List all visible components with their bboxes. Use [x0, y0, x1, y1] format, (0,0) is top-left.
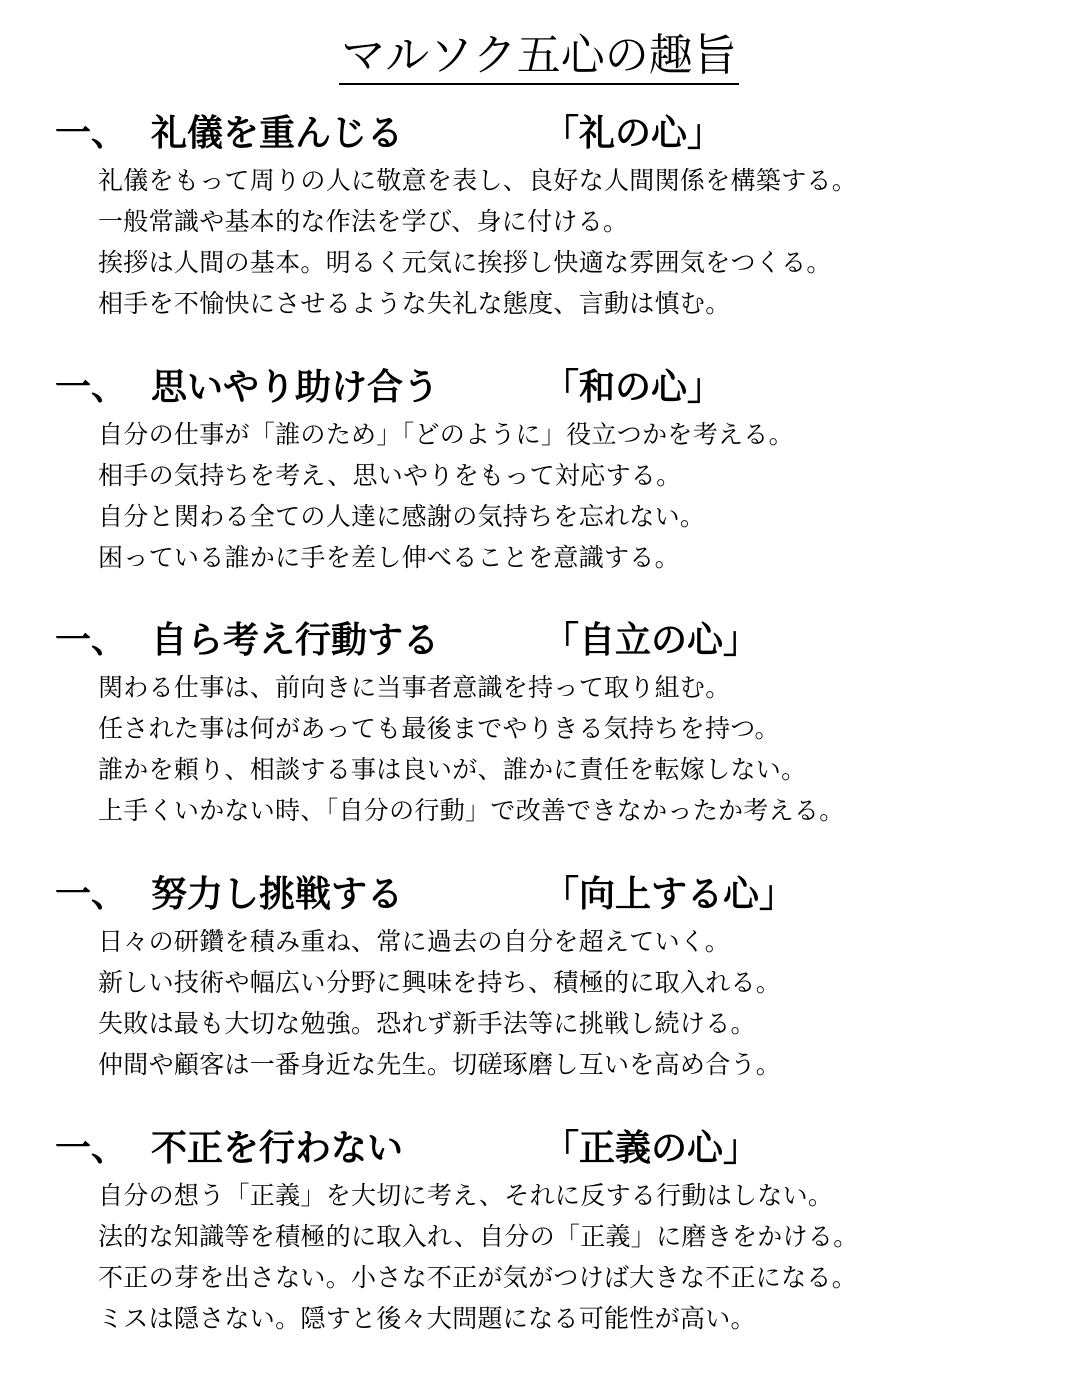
heading-text: 思いやり助け合う	[151, 367, 440, 408]
text-line: 失敗は最も大切な勉強。恐れず新手法等に挑戦し続ける。	[98, 1009, 756, 1038]
text-line: 挨拶は人間の基本。明るく元気に挨拶し快適な雰囲気をつくる。	[98, 248, 832, 277]
text-line: 相手を不愉快にさせるような失礼な態度、言動は慎む。	[98, 289, 731, 318]
heading-kokoro: 「正義の心」	[543, 1128, 760, 1169]
text-line: 自分と関わる全ての人達に感謝の気持ちを忘れない。	[98, 502, 706, 531]
text-line: 相手の気持ちを考え、思いやりをもって対応する。	[98, 461, 682, 490]
section-lines	[98, 667, 845, 831]
text-line: ミスは隠さない。隠すと後々大問題になる可能性が高い。	[98, 1304, 756, 1333]
heading-mark: 一、	[55, 1128, 128, 1169]
text-line: 新しい技術や幅広い分野に興味を持ち、積極的に取入れる。	[98, 968, 782, 997]
heading-mark: 一、	[55, 620, 128, 661]
section-lines	[98, 414, 794, 578]
heading-kokoro: 「自立の心」	[543, 620, 760, 661]
text-line: 仲間や顧客は一番身近な先生。切磋琢磨し互いを高め合う。	[98, 1050, 782, 1079]
text-line: 一般常識や基本的な作法を学び、身に付ける。	[98, 207, 629, 236]
heading-text: 礼儀を重んじる	[151, 113, 404, 154]
page-title	[0, 26, 1070, 86]
heading-text: 自ら考え行動する	[151, 620, 440, 661]
text-line: 任された事は何があっても最後までやりきる気持ちを持つ。	[98, 714, 780, 743]
heading-mark: 一、	[55, 113, 128, 154]
heading-text: 不正を行わない	[151, 1128, 404, 1169]
heading-mark: 一、	[55, 874, 128, 915]
text-line: 自分の想う「正義」を大切に考え、それに反する行動はしない。	[98, 1181, 834, 1210]
text-line: 法的な知識等を積極的に取入れ、自分の「正義」に磨きをかける。	[98, 1222, 859, 1251]
section-lines	[98, 921, 781, 1085]
page-title-text: マルソク五心の趣旨	[339, 29, 739, 85]
heading-kokoro: 「礼の心」	[543, 113, 724, 154]
heading-kokoro: 「向上する心」	[543, 874, 796, 915]
text-line: 困っている誰かに手を差し伸べることを意識する。	[98, 543, 680, 572]
text-line: 日々の研鑽を積み重ね、常に過去の自分を超えていく。	[98, 927, 731, 956]
text-line: 誰かを頼り、相談する事は良いが、誰かに責任を転嫁しない。	[98, 755, 807, 784]
section-lines	[98, 160, 857, 324]
text-line: 上手くいかない時、「自分の行動」で改善できなかったか考える。	[98, 796, 845, 825]
text-line: 自分の仕事が「誰のため」「どのように」役立つかを考える。	[98, 420, 794, 449]
section-lines	[98, 1175, 859, 1339]
heading-text: 努力し挑戦する	[151, 874, 404, 915]
heading-mark: 一、	[55, 367, 128, 408]
heading-kokoro: 「和の心」	[543, 367, 724, 408]
text-line: 不正の芽を出さない。小さな不正が気がつけば大きな不正になる。	[98, 1263, 858, 1292]
text-line: 礼儀をもって周りの人に敬意を表し、良好な人間関係を構築する。	[98, 166, 858, 195]
text-line: 関わる仕事は、前向きに当事者意識を持って取り組む。	[98, 673, 731, 702]
